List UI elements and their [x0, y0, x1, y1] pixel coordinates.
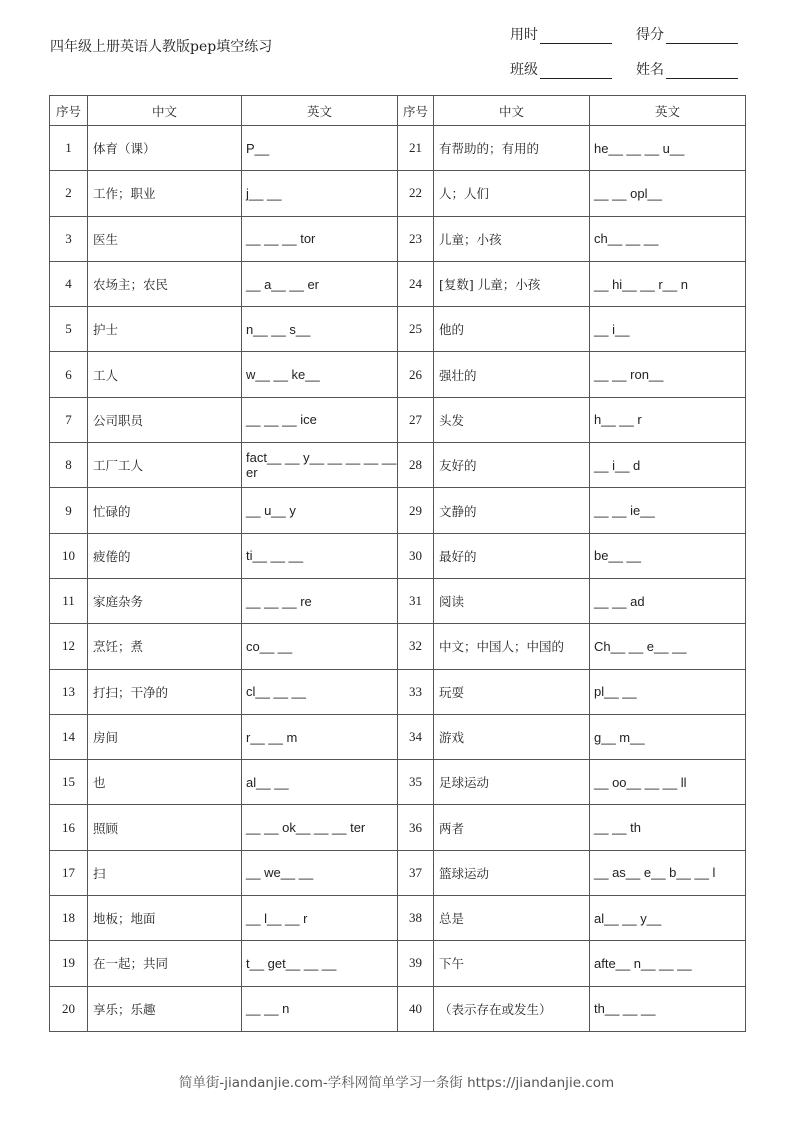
header-chinese: 中文 — [88, 96, 242, 126]
item-number: 5 — [50, 307, 88, 352]
chinese-meaning: 也 — [88, 760, 242, 805]
chinese-meaning: 强壮的 — [434, 352, 590, 397]
chinese-meaning: 篮球运动 — [434, 850, 590, 895]
chinese-meaning: 工人 — [88, 352, 242, 397]
chinese-meaning: 医生 — [88, 216, 242, 261]
english-blank: afte__ n__ __ __ — [590, 941, 746, 986]
english-blank: ch__ __ __ — [590, 216, 746, 261]
item-number: 12 — [50, 624, 88, 669]
item-number: 29 — [398, 488, 434, 533]
item-number: 30 — [398, 533, 434, 578]
chinese-meaning: 体育（课） — [88, 126, 242, 171]
table-row — [50, 669, 746, 714]
english-blank: j__ __ — [242, 171, 398, 216]
chinese-meaning: 享乐；乐趣 — [88, 986, 242, 1031]
english-blank: co__ __ — [242, 624, 398, 669]
chinese-meaning: 护士 — [88, 307, 242, 352]
chinese-meaning: 公司职员 — [88, 397, 242, 442]
english-blank: __ __ ie__ — [590, 488, 746, 533]
item-number: 23 — [398, 216, 434, 261]
english-blank: __ __ ok__ __ __ ter — [242, 805, 398, 850]
item-number: 38 — [398, 896, 434, 941]
chinese-meaning: （表示存在或发生） — [434, 986, 590, 1031]
english-blank: he__ __ __ u__ — [590, 126, 746, 171]
english-blank: al__ __ y__ — [590, 896, 746, 941]
item-number: 33 — [398, 669, 434, 714]
chinese-meaning: 友好的 — [434, 443, 590, 488]
item-number: 1 — [50, 126, 88, 171]
english-blank: r__ __ m — [242, 714, 398, 759]
chinese-meaning: [复数] 儿童；小孩 — [434, 261, 590, 306]
score-blank — [666, 29, 738, 44]
english-blank: n__ __ s__ — [242, 307, 398, 352]
table-row — [50, 896, 746, 941]
table-row — [50, 307, 746, 352]
english-blank: g__ m__ — [590, 714, 746, 759]
chinese-meaning: 中文；中国人；中国的 — [434, 624, 590, 669]
page-title: 四年级上册英语人教版pep填空练习 — [50, 39, 273, 55]
item-number: 28 — [398, 443, 434, 488]
chinese-meaning: 足球运动 — [434, 760, 590, 805]
score-field — [636, 24, 738, 44]
time-field — [510, 24, 612, 44]
table-row — [50, 941, 746, 986]
chinese-meaning: 打扫；干净的 — [88, 669, 242, 714]
table-row — [50, 986, 746, 1031]
table-row — [50, 261, 746, 306]
english-blank: __ l__ __ r — [242, 896, 398, 941]
item-number: 4 — [50, 261, 88, 306]
table-row — [50, 624, 746, 669]
item-number: 16 — [50, 805, 88, 850]
chinese-meaning: 地板；地面 — [88, 896, 242, 941]
time-blank — [540, 29, 612, 44]
item-number: 10 — [50, 533, 88, 578]
class-field — [510, 59, 612, 79]
score-label: 得分 — [636, 27, 664, 43]
header-number: 序号 — [398, 96, 434, 126]
chinese-meaning: 人；人们 — [434, 171, 590, 216]
class-blank — [540, 64, 612, 79]
item-number: 13 — [50, 669, 88, 714]
item-number: 6 — [50, 352, 88, 397]
item-number: 2 — [50, 171, 88, 216]
english-blank: pl__ __ — [590, 669, 746, 714]
item-number: 19 — [50, 941, 88, 986]
english-blank: __ __ opl__ — [590, 171, 746, 216]
english-blank: __ __ ron__ — [590, 352, 746, 397]
chinese-meaning: 总是 — [434, 896, 590, 941]
item-number: 18 — [50, 896, 88, 941]
chinese-meaning: 玩耍 — [434, 669, 590, 714]
chinese-meaning: 在一起；共同 — [88, 941, 242, 986]
english-blank: __ __ n — [242, 986, 398, 1031]
english-blank: Ch__ __ e__ __ — [590, 624, 746, 669]
item-number: 27 — [398, 397, 434, 442]
item-number: 35 — [398, 760, 434, 805]
name-blank — [666, 64, 738, 79]
item-number: 14 — [50, 714, 88, 759]
table-row — [50, 352, 746, 397]
english-blank: __ oo__ __ __ ll — [590, 760, 746, 805]
chinese-meaning: 工作；职业 — [88, 171, 242, 216]
chinese-meaning: 有帮助的；有用的 — [434, 126, 590, 171]
chinese-meaning: 照顾 — [88, 805, 242, 850]
item-number: 32 — [398, 624, 434, 669]
item-number: 26 — [398, 352, 434, 397]
table-row — [50, 714, 746, 759]
chinese-meaning: 烹饪；煮 — [88, 624, 242, 669]
english-blank: __ __ __ re — [242, 578, 398, 623]
item-number: 9 — [50, 488, 88, 533]
table-row — [50, 443, 746, 488]
chinese-meaning: 最好的 — [434, 533, 590, 578]
chinese-meaning: 两者 — [434, 805, 590, 850]
item-number: 20 — [50, 986, 88, 1031]
english-blank: P__ — [242, 126, 398, 171]
english-blank: w__ __ ke__ — [242, 352, 398, 397]
footer-watermark: 简单街-jiandanjie.com-学科网简单学习一条街 https://jiandanjie.com — [178, 1075, 615, 1091]
table-row — [50, 850, 746, 895]
english-blank: be__ __ — [590, 533, 746, 578]
item-number: 36 — [398, 805, 434, 850]
chinese-meaning: 下午 — [434, 941, 590, 986]
item-number: 24 — [398, 261, 434, 306]
chinese-meaning: 他的 — [434, 307, 590, 352]
item-number: 7 — [50, 397, 88, 442]
table-row — [50, 578, 746, 623]
chinese-meaning: 农场主；农民 — [88, 261, 242, 306]
header-number: 序号 — [50, 96, 88, 126]
name-field — [636, 59, 738, 79]
vocabulary-table — [49, 95, 746, 1032]
table-header-row — [50, 96, 746, 126]
item-number: 15 — [50, 760, 88, 805]
chinese-meaning: 忙碌的 — [88, 488, 242, 533]
table-row — [50, 216, 746, 261]
time-label: 用时 — [510, 27, 538, 43]
item-number: 25 — [398, 307, 434, 352]
english-blank: cl__ __ __ — [242, 669, 398, 714]
item-number: 8 — [50, 443, 88, 488]
item-number: 21 — [398, 126, 434, 171]
english-blank: __ hi__ __ r__ n — [590, 261, 746, 306]
english-blank: __ a__ __ er — [242, 261, 398, 306]
chinese-meaning: 阅读 — [434, 578, 590, 623]
english-blank: ti__ __ __ — [242, 533, 398, 578]
table-row — [50, 533, 746, 578]
table-row — [50, 397, 746, 442]
item-number: 11 — [50, 578, 88, 623]
item-number: 17 — [50, 850, 88, 895]
item-number: 22 — [398, 171, 434, 216]
table-row — [50, 760, 746, 805]
chinese-meaning: 儿童；小孩 — [434, 216, 590, 261]
english-blank: fact__ __ y__ __ __ __ __ er — [242, 443, 398, 488]
english-blank: __ we__ __ — [242, 850, 398, 895]
chinese-meaning: 家庭杂务 — [88, 578, 242, 623]
chinese-meaning: 头发 — [434, 397, 590, 442]
header-english: 英文 — [242, 96, 398, 126]
chinese-meaning: 房间 — [88, 714, 242, 759]
english-blank: __ __ ad — [590, 578, 746, 623]
english-blank: __ i__ — [590, 307, 746, 352]
chinese-meaning: 游戏 — [434, 714, 590, 759]
table-row — [50, 126, 746, 171]
chinese-meaning: 疲倦的 — [88, 533, 242, 578]
table-row — [50, 171, 746, 216]
english-blank: __ __ __ tor — [242, 216, 398, 261]
header-chinese: 中文 — [434, 96, 590, 126]
item-number: 3 — [50, 216, 88, 261]
english-blank: th__ __ __ — [590, 986, 746, 1031]
class-label: 班级 — [510, 62, 538, 78]
table-row — [50, 805, 746, 850]
english-blank: __ __ __ ice — [242, 397, 398, 442]
english-blank: __ as__ e__ b__ __ l — [590, 850, 746, 895]
header-english: 英文 — [590, 96, 746, 126]
item-number: 37 — [398, 850, 434, 895]
item-number: 31 — [398, 578, 434, 623]
english-blank: __ __ th — [590, 805, 746, 850]
table-row — [50, 488, 746, 533]
item-number: 39 — [398, 941, 434, 986]
chinese-meaning: 工厂工人 — [88, 443, 242, 488]
english-blank: __ i__ d — [590, 443, 746, 488]
name-label: 姓名 — [636, 62, 664, 78]
chinese-meaning: 文静的 — [434, 488, 590, 533]
english-blank: __ u__ y — [242, 488, 398, 533]
item-number: 40 — [398, 986, 434, 1031]
chinese-meaning: 扫 — [88, 850, 242, 895]
english-blank: t__ get__ __ __ — [242, 941, 398, 986]
item-number: 34 — [398, 714, 434, 759]
english-blank: h__ __ r — [590, 397, 746, 442]
english-blank: al__ __ — [242, 760, 398, 805]
